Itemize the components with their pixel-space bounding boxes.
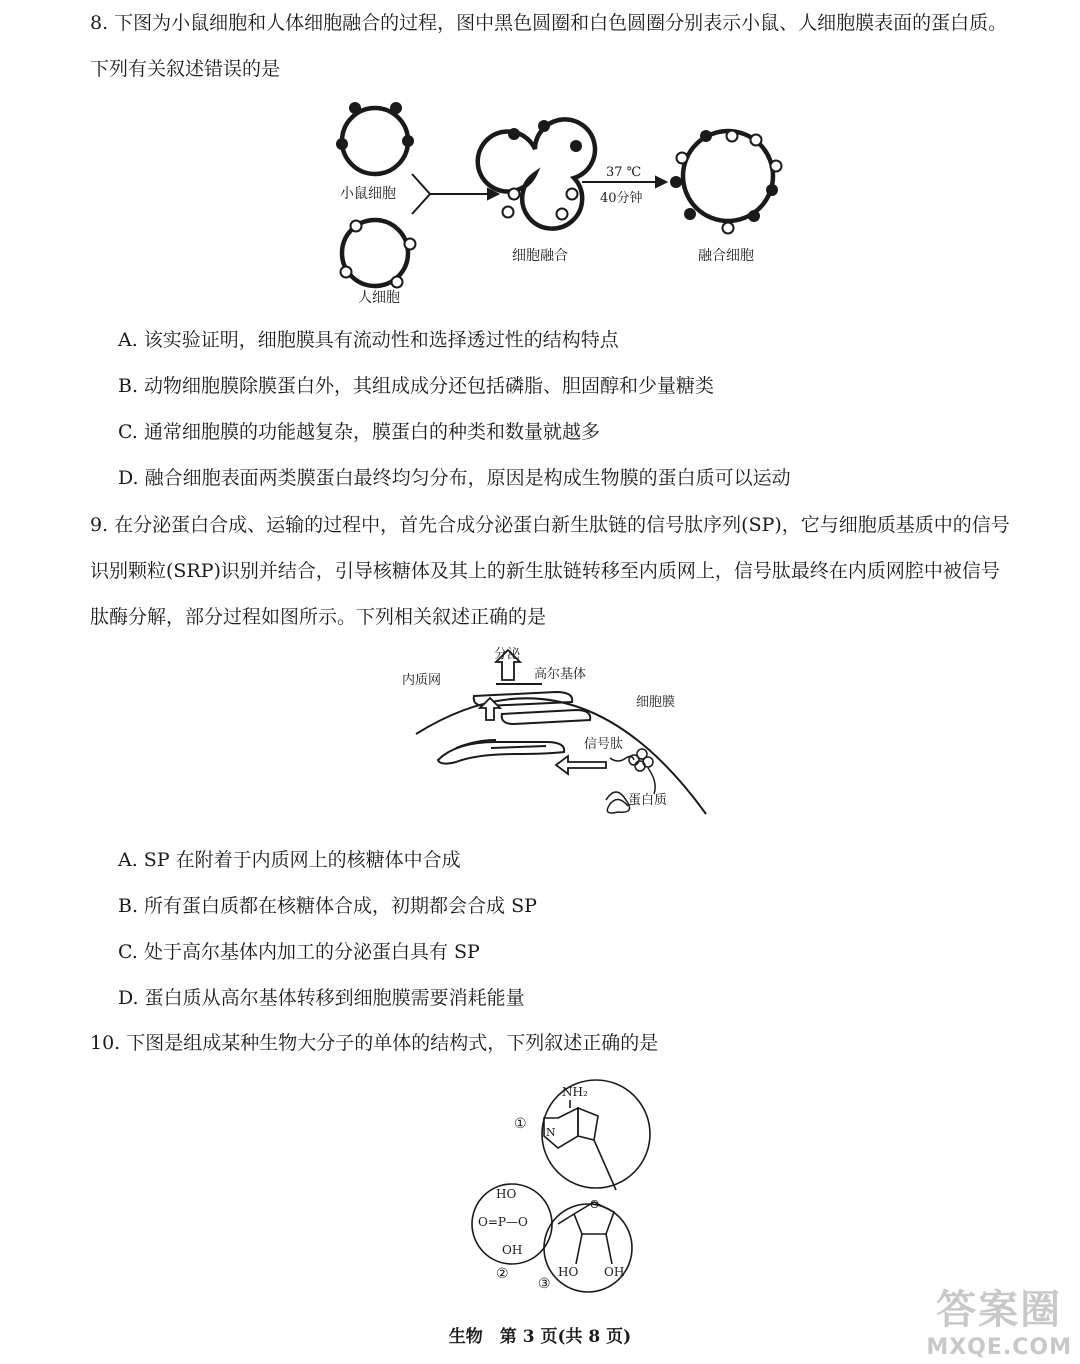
label-3: ③ <box>538 1276 551 1292</box>
q8-option-a: A. 该实验证明，细胞膜具有流动性和选择透过性的结构特点 <box>118 329 619 351</box>
nh2-label: NH₂ <box>562 1085 588 1099</box>
ring-n-label: N <box>546 1126 556 1139</box>
fusing-label: 细胞融合 <box>512 248 568 264</box>
page-footer: 生物 第 3 页(共 8 页) <box>448 1327 632 1347</box>
q8-option-d: D. 融合细胞表面两类膜蛋白最终均匀分布，原因是构成生物膜的蛋白质可以运动 <box>118 467 791 489</box>
watermark-site: MXQE.COM <box>926 1335 1072 1360</box>
secretion-figure <box>396 644 716 838</box>
phosphate-oh-label: OH <box>502 1243 523 1257</box>
golgi-label: 高尔基体 <box>534 667 587 682</box>
watermark <box>926 1278 1072 1360</box>
q8-option-b: B. 动物细胞膜除膜蛋白外，其组成成分还包括磷脂、胆固醇和少量糖类 <box>118 375 715 397</box>
label-1: ① <box>514 1116 527 1132</box>
q9-option-b: B. 所有蛋白质都在核糖体合成，初期都会合成 SP <box>118 895 537 917</box>
phosphate-ho-label: HO <box>496 1187 517 1201</box>
secrete-label: 分泌 <box>494 647 521 662</box>
question-8 <box>90 0 1010 92</box>
signal-peptide-label: 信号肽 <box>584 737 624 752</box>
membrane-label: 细胞膜 <box>636 695 676 710</box>
question-9 <box>90 502 1010 640</box>
protein-label: 蛋白质 <box>628 793 668 808</box>
question-8-stem: 8. 下图为小鼠细胞和人体细胞融合的过程，图中黑色圆圈和白色圆圈分别表示小鼠、人细胞膜表面的蛋白质。下列有关叙述错误的是 <box>90 12 1008 80</box>
mouse-cell-label: 小鼠细胞 <box>340 186 396 202</box>
label-2: ② <box>496 1266 509 1282</box>
cell-fusion-figure <box>300 96 800 314</box>
question-10 <box>90 1020 1010 1066</box>
temperature-label: 37 ℃ <box>606 165 642 180</box>
sugar-oh-label: OH <box>604 1265 625 1279</box>
q9-option-a: A. SP 在附着于内质网上的核糖体中合成 <box>118 849 461 871</box>
human-cell-label: 人细胞 <box>358 290 400 306</box>
q9-option-d: D. 蛋白质从高尔基体转移到细胞膜需要消耗能量 <box>118 987 525 1009</box>
sugar-ho-label: HO <box>558 1265 579 1279</box>
phosphate-line-label: O=P—O <box>478 1215 528 1229</box>
watermark-logo: 答案圈 <box>936 1287 1063 1333</box>
question-9-stem: 9. 在分泌蛋白合成、运输的过程中，首先合成分泌蛋白新生肽链的信号肽序列(SP)，它与细胞质基质中的信号识别颗粒(SRP)识别并结合，引导核糖体及其上的新生肽链转移至内质网上，信号肽最终在内质网腔中被信号肽酶分解，部分过程如图所示。下列相关叙述正确的是 <box>90 514 1010 628</box>
er-label: 内质网 <box>402 673 442 688</box>
sugar-o-label: O <box>590 1198 600 1211</box>
q9-option-c: C. 处于高尔基体内加工的分泌蛋白具有 SP <box>118 941 480 963</box>
fused-cell-label: 融合细胞 <box>698 248 754 264</box>
q8-option-c: C. 通常细胞膜的功能越复杂，膜蛋白的种类和数量就越多 <box>118 421 600 443</box>
duration-label: 40分钟 <box>600 191 643 206</box>
nucleotide-structure-figure <box>466 1078 706 1302</box>
question-10-stem: 10. 下图是组成某种生物大分子的单体的结构式，下列叙述正确的是 <box>90 1032 659 1054</box>
